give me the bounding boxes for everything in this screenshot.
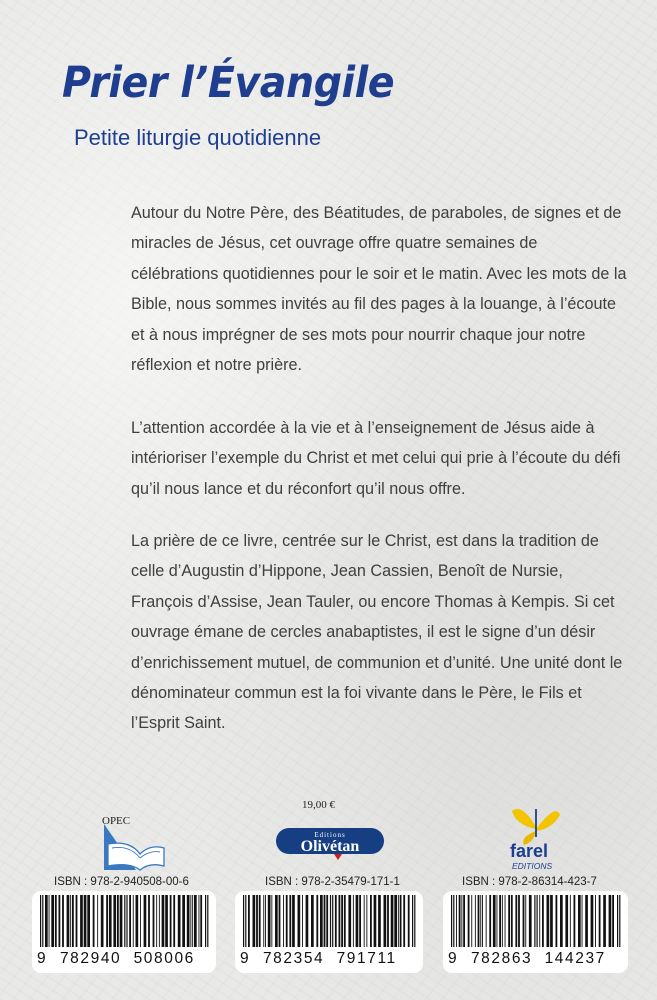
book-title: Prier l’Évangile [62,58,395,108]
barcode-bar [556,895,558,947]
barcode-bar [106,895,108,947]
barcode-bar [384,895,387,947]
butterfly-icon [512,809,560,845]
barcode-bar [582,895,583,947]
olivetan-wordmark: Olivétan [300,838,360,855]
barcode-bar [456,895,457,947]
barcode-bar [248,895,250,947]
barcode-bar [326,895,328,947]
barcode-bar [387,895,389,947]
barcode-bar [565,895,568,947]
barcode-bar [475,895,476,947]
barcode-bar [194,895,197,947]
barcode-guard-bar [619,895,620,947]
barcode-guard-bar [330,895,331,947]
barcode-bar [570,895,571,947]
paragraph-text: Autour du Notre Père, des Béatitudes, de paraboles, de signes et de miracles de Jésus, cet ouvrage offre quatre semaines de célébrations quotidiennes pour le soir et le matin. Avec les mots de la Bible, nous sommes invités au fil des pages à la louange, à l’écoute et à nous imprégner de ses mots pour nourrir chaque jour notre réflexion et notre prière. [131,204,627,375]
barcode-bar [515,895,517,947]
barcode-bar [87,895,90,947]
isbn-opec: ISBN : 978-2-940508-00-6 [54,876,189,888]
barcode-bar [542,895,544,947]
barcode-first-digit: 9 [448,950,457,967]
barcode-guard-bar [126,895,127,947]
barcode-bar [344,895,346,947]
barcode-bar [518,895,520,947]
barcode-olivetan [235,891,423,973]
barcode-bar [578,895,581,947]
farel-logo [506,797,562,873]
barcode-bar [140,895,141,947]
book-subtitle: Petite liturgie quotidienne [74,125,322,150]
barcode-bar [190,895,191,947]
barcode-left-digits: 782863 [470,950,533,967]
barcode-bar [311,895,314,947]
barcode-bar [539,895,540,947]
barcode-farel [443,891,628,973]
barcode-bar [45,895,48,947]
barcode-bar [306,895,309,947]
barcode-bar [153,895,155,947]
opec-wordmark: OPEC [102,815,131,827]
barcode-bar [497,895,498,947]
barcode-bar [120,895,123,947]
barcode-guard-bar [124,895,125,947]
barcode-bar [70,895,71,947]
barcode-guard-bar [207,895,208,947]
barcode-bar [55,895,57,947]
paragraph-text: L’attention accordée à la vie et à l’enseignement de Jésus aide à intérioriser l’exemple du Christ et met celui qui prie à l’écoute du défi qu’il nous lance et du réconfort qu’il nous offre. [131,419,621,498]
barcode-bar [271,895,272,947]
barcode-bar [187,895,190,947]
barcode-bar [279,895,281,947]
barcode-bar [378,895,381,947]
barcode-right-digits: 791711 [336,950,397,967]
barcode-guard-bar [40,895,41,947]
paragraph-text: La prière de ce livre, centrée sur le Christ, est dans la tradition de celle d’Augustin d’Hippone, Jean Cassien, Benoît de Nursie, François d’Assise, Jean Tauler, ou encore Thomas à Kempis. Si cet ouvrage émane de cercles anabaptistes, il est le signe d’un désir d’enrichissement mutuel, de communion et d’unité. Une unité dont le dénominateur commun est la foi vivante dans le Père, le Fils et l’Esprit Saint. [131,532,623,733]
barcode-bar [316,895,318,947]
barcode-guard-bar [617,895,618,947]
barcode-bar [353,895,354,947]
barcode-bar [93,895,95,947]
barcode-bar [159,895,160,947]
barcode-bar [292,895,295,947]
barcode-guard-bar [537,895,538,947]
barcode-bar [200,895,202,947]
barcode-bar [348,895,351,947]
barcode-bar [76,895,78,947]
opec-logo [100,814,168,874]
barcode-bars [241,895,417,947]
description-paragraph-2 [131,413,627,504]
barcode-bar [502,895,503,947]
barcode-bar [256,895,258,947]
barcode-bar [286,895,288,947]
barcode-bar [165,895,168,947]
description-paragraph-1 [131,198,627,380]
barcode-bar [263,895,264,947]
barcode-bar [560,895,563,947]
barcode-bar [117,895,119,947]
barcode-right-digits: 508006 [133,950,195,967]
barcode-bar [486,895,487,947]
barcode-bar [253,895,256,947]
isbn-olivetan: ISBN : 978-2-35479-171-1 [265,876,400,888]
barcode-guard-bar [414,895,415,947]
barcode-bar [199,895,200,947]
barcode-bar [265,895,266,947]
barcode-bar [97,895,98,947]
barcode-bar [489,895,491,947]
barcode-bar [461,895,462,947]
barcode-bar [463,895,465,947]
barcode-bar [298,895,301,947]
barcode-digits [448,950,606,968]
barcode-left-digits: 782940 [59,950,122,967]
barcode-guard-bar [451,895,452,947]
barcode-guard-bar [453,895,454,947]
barcode-bar [511,895,513,947]
barcode-bar [259,895,261,947]
barcode-bar [289,895,291,947]
barcode-bar [144,895,147,947]
barcode-bar [547,895,550,947]
barcode-bar [51,895,54,947]
price-label: 19,00 € [302,799,335,811]
barcode-first-digit: 9 [37,950,46,967]
barcode-guard-bar [412,895,413,947]
olivetan-editions-label: Editions [314,831,346,839]
barcode-bar [525,895,526,947]
barcode-digits [240,950,397,968]
barcode-bar [67,895,70,947]
barcode-bar [493,895,496,947]
barcode-bar [162,895,165,947]
barcode-bar [612,895,614,947]
barcode-bar [468,895,470,947]
barcode-guard-bar [42,895,43,947]
barcode-bar [364,895,365,947]
olivetan-logo [274,826,386,860]
barcode-bar [129,895,131,947]
barcode-bar [609,895,612,947]
barcode-bar [523,895,525,947]
barcode-bar [585,895,588,947]
barcode-bar [480,895,481,947]
barcode-bar [574,895,576,947]
barcode-first-digit: 9 [240,950,249,967]
barcode-bar [400,895,402,947]
farel-editions-label: EDITIONS [512,861,553,871]
barcode-bar [156,895,157,947]
barcode-bar [394,895,397,947]
barcode-bar [84,895,87,947]
barcode-bar [595,895,596,947]
barcode-bar [72,895,74,947]
barcode-bar [275,895,278,947]
barcode-bar [603,895,606,947]
barcode-guard-bar [205,895,206,947]
barcode-bar [283,895,284,947]
barcode-bars [449,895,622,947]
barcode-bar [49,895,50,947]
barcode-bar [459,895,461,947]
barcode-bar [182,895,185,947]
barcode-opec [32,891,216,973]
barcode-bars [38,895,210,947]
barcode-bar [505,895,506,947]
barcode-bar [148,895,150,947]
barcode-bar [268,895,271,947]
barcode-bar [62,895,64,947]
barcode-guard-bar [534,895,535,947]
barcode-bar [324,895,326,947]
barcode-bar [366,895,367,947]
barcode-bar [550,895,553,947]
barcode-bar [599,895,601,947]
barcode-bar [109,895,112,947]
farel-wordmark: farel [510,841,549,861]
barcode-bar [408,895,410,947]
barcode-bar [113,895,116,947]
isbn-farel: ISBN : 978-2-86314-423-7 [462,876,597,888]
barcode-bar [339,895,341,947]
barcode-bar [80,895,83,947]
barcode-bar [335,895,337,947]
barcode-bar [403,895,405,947]
barcode-bar [374,895,377,947]
barcode-bar [101,895,104,947]
barcode-bar [391,895,394,947]
barcode-bar [178,895,181,947]
barcode-bar [591,895,594,947]
open-book-logo-icon [100,814,168,874]
barcode-bar [173,895,175,947]
barcode-bar [356,895,359,947]
description-paragraph-3 [131,526,627,739]
barcode-right-digits: 144237 [544,950,606,967]
barcode-bar [398,895,399,947]
barcode-bar [302,895,303,947]
barcode-guard-bar [243,895,244,947]
barcode-bar [478,895,480,947]
barcode-left-digits: 782354 [262,950,325,967]
barcode-bar [359,895,361,947]
barcode-bar [508,895,510,947]
barcode-bar [320,895,323,947]
barcode-bar [370,895,372,947]
barcode-bar [341,895,343,947]
barcode-bar [529,895,532,947]
barcode-bar [170,895,172,947]
barcode-bar [499,895,501,947]
barcode-bar [482,895,483,947]
barcode-bar [136,895,139,947]
barcode-bar [192,895,193,947]
barcode-bar [471,895,472,947]
barcode-bar [59,895,61,947]
barcode-guard-bar [245,895,246,947]
barcode-digits [37,950,195,968]
barcode-guard-bar [332,895,333,947]
barcode-bar [133,895,134,947]
